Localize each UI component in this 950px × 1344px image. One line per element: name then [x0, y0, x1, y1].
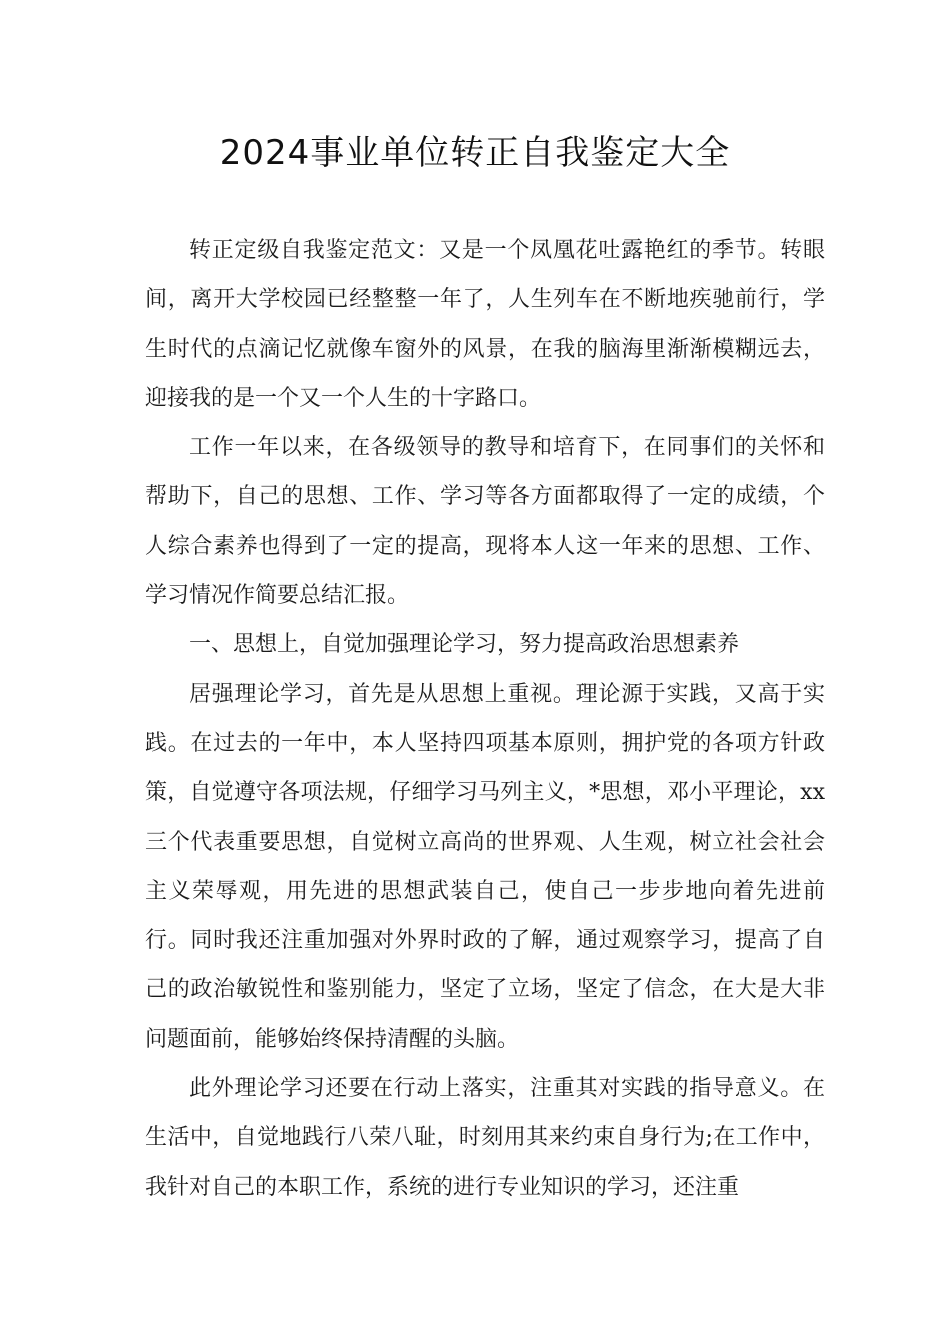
page-title: 2024事业单位转正自我鉴定大全	[219, 133, 731, 173]
paragraph-intro: 转正定级自我鉴定范文：又是一个凤凰花吐露艳红的季节。转眼间，离开大学校园已经整整一年了，人生列车在不断地疾驰前行，学生时代的点滴记忆就像车窗外的风景，在我的脑海里渐渐模糊远去，迎接我的是一个又一个人生的十字路口。	[145, 238, 825, 411]
paragraph-practice: 此外理论学习还要在行动上落实，注重其对实践的指导意义。在生活中，自觉地践行八荣八耻，时刻用其来约束自身行为;在工作中，我针对自己的本职工作，系统的进行专业知识的学习，还注重	[145, 1076, 825, 1200]
paragraph-theory-study: 居强理论学习，首先是从思想上重视。理论源于实践，又高于实践。在过去的一年中，本人坚持四项基本原则，拥护党的各项方针政策，自觉遵守各项法规，仔细学习马列主义，*思想，邓小平理论，xx三个代表重要思想，自觉树立高尚的世界观、人生观，树立社会社会主义荣辱观，用先进的思想武装自己，使自己一步步地向着先进前行。同时我还注重加强对外界时政的了解，通过观察学习，提高了自己的政治敏锐性和鉴别能力，坚定了立场，坚定了信念，在大是大非问题面前，能够始终保持清醒的头脑。	[145, 681, 825, 1052]
paragraph-summary: 工作一年以来，在各级领导的教导和培育下，在同事们的关怀和帮助下，自己的思想、工作、学习等各方面都取得了一定的成绩，个人综合素养也得到了一定的提高，现将本人这一年来的思想、工作、学习情况作简要总结汇报。	[145, 435, 825, 609]
document-body	[145, 226, 825, 1212]
section-heading-thought: 一、思想上，自觉加强理论学习，努力提高政治思想素养	[189, 632, 740, 658]
